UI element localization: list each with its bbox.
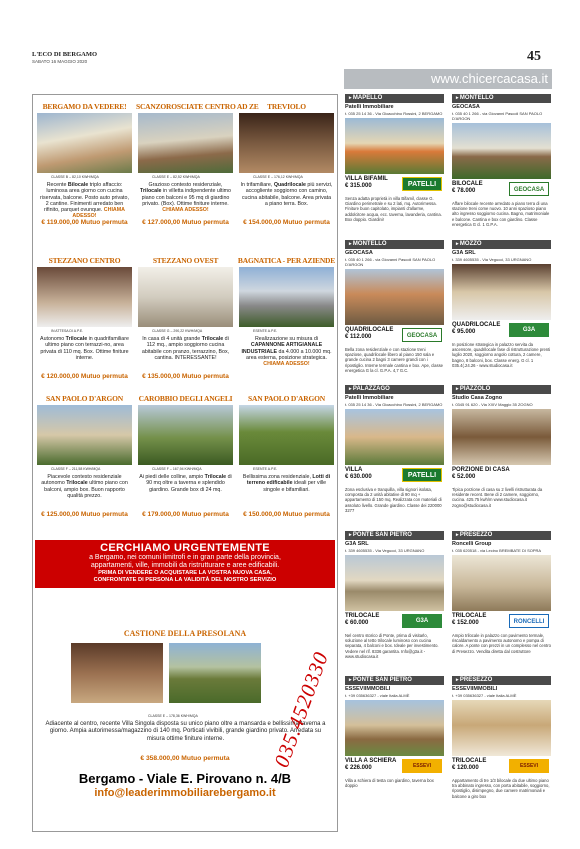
agency-name: G3A SRL [345,541,369,547]
property-price: € 120.000,00 Mutuo permuta [41,373,128,380]
listing-card [345,531,444,660]
property-location: BAGNATICA - PER AZIENDE [237,256,336,265]
agency-name: Patelli Immobiliare [345,395,394,401]
listing-type: TRILOCALE [452,612,487,619]
listing-description: Nel centro storico di Ponte, prima di visitarlo, soluzione al tetto trilocale luminoso con cucina separata, 4 balconi e box. Ideale per investimento. Vedere nel rif. 8336 garantita. Info@g3a.it - www.studiocasa.it [345,632,439,660]
listing-location: ▸ MONTELLO [452,94,551,103]
listing-card [452,531,551,654]
property-photo [37,113,132,173]
listing-price: € 152.000 [452,619,479,626]
listing-card [452,385,551,508]
agency-logo: G3A [509,323,549,337]
property-description: Grazioso contesto residenziale, Trilocale in villetta indipendente ultimo piano con balconi e 95 mq di giardino privato. (Box). Ottime finiture interne. CHIAMA ADESSO! [140,182,231,214]
publication-name: L'ECO DI BERGAMO [32,51,98,58]
site-url: www.chicercacasa.it [430,71,548,86]
listing-card [452,94,551,228]
agency-logo: PATELLI [402,177,442,191]
agency-contact: t. 339 4605535 - Via Vegucci, 33 URGNANO [345,547,425,553]
agency-contact: t. +39 035636327 - viale Italia ALMÈ [345,692,410,698]
property-card [136,255,235,381]
energy-class: IN ATTESA DI A.P.E. [51,329,84,333]
urgent-cta: PRIMA DI VENDERE O ACQUISTARE LA VOSTRA NUOVA CASA, [98,570,272,576]
listing-type: QUADRILOCALE [345,326,394,333]
agency-phone: 035.4520330 [269,648,334,771]
property-description: In casa di 4 unità grande Trilocale di 112 mq., ampio soggiorno cucina abitabile con pranzo, terrazzino, Box, cantina. INTERESSANTE! [141,336,230,361]
property-photo [239,405,334,465]
property-location: STEZZANO CENTRO [48,256,121,265]
agency-contact: t. 035 40 1 266 - via Giovanni Pascoli SAN PAOLO D'ARGON [345,256,436,267]
property-location: SAN PAOLO D'ARGON [248,394,325,403]
urgent-line: appartamenti, ville, immobili da ristrutturare e aree edificabili. [90,562,280,569]
listing-location: ▸ PONTE SAN PIETRO [345,531,444,540]
listing-photo [345,409,444,465]
listing-location: ▸ MOZZO [452,240,551,249]
listing-photo [452,409,551,465]
listing-photo [345,555,444,611]
agency-name: GEOCASA [452,104,480,110]
agency-name: ESSEVIIMMOBILI [452,686,498,692]
agency-name: ESSEVIIMMOBILI [345,686,391,692]
agency-logo: PATELLI [402,468,442,482]
property-description: Autonomo Trilocale in quadrifamiliare ultimo piano con terrazzi-no, area privata di 110 mq. Box. Ottime finiture interne. [40,336,129,361]
listing-photo [452,555,551,611]
property-price: € 119.000,00 Mutuo permuta [41,219,128,226]
property-location: CAROBBIO DEGLI ANGELI [138,394,233,403]
urgent-search-banner [35,540,335,588]
agency-email: info@leaderimmobiliarebergamo.it [94,787,276,799]
property-description: Ai piedi delle colline, ampio Trilocale di 90 mq oltre a taverna e splendido giardino. Grande box di 24 mq. [139,474,232,493]
publication-date: SABATO 16 MAGGIO 2020 [32,59,88,64]
agency-advertisement [32,94,338,832]
agency-name: Patelli Immobiliare [345,104,394,110]
property-price: € 150.000,00 Mutuo permuta [243,511,330,518]
listing-price: € 120.000 [452,764,479,771]
property-price: € 135.000,00 Mutuo permuta [142,373,229,380]
listing-type: VILLA BIFAMIL [345,175,388,182]
listing-photo [452,264,551,320]
property-card [35,101,134,227]
listing-location: ▸ PONTE SAN PIETRO [345,676,444,685]
listing-price: € 52.000 [452,473,476,480]
energy-class: ESENTE A.P.E. [253,467,278,471]
listing-description: Senza adatta proprietà in villa Bifamil, classe G. Giardino perimetrale e su 2 lati, mq. Autorimessa. Finiture buon capitolato, impianti d'allarme, addolcitore acqua, ecc. taverna, lavanderia, cantina. Box doppio. Giardini! [345,195,442,223]
agency-name: GEOCASA [345,250,373,256]
listing-type: BILOCALE [452,180,483,187]
property-price: € 179.000,00 Mutuo permuta [142,511,229,518]
listing-price: € 630.000 [345,473,372,480]
listing-description: Villa a schiera di testa con giardino, taverna box doppio [345,777,434,788]
featured-property-description: Adiacente al centro, recente Villa Singola disposta su unico piano oltre a mansarda e bellissima taverna a giorno. Ampia autorimessa/magazzino di 140 mq. Porticati vivibili, grande giardino privato. Arredata su misura ottime finiture interne. [45,721,326,742]
agency-contact: t. +39 035636327 - viale Italia ALMÈ [452,692,517,698]
property-location: TREVIOLO [267,102,306,111]
listing-photo [452,700,551,756]
property-photo [138,267,233,327]
listing-price: € 95.000 [452,328,476,335]
property-price: € 125.000,00 Mutuo permuta [41,511,128,518]
agency-logo: ESSEVI [509,759,549,773]
agency-logo: GEOCASA [509,182,549,196]
agency-contact: t. 035 40 1 266 - via Giovanni Pascoli SAN PAOLO D'ARGON [452,110,543,121]
featured-property-photos [71,643,261,703]
energy-class: CLASSE E – 176,12 KWH/MQA [253,175,303,179]
property-location: BERGAMO DA VEDERE! [42,102,127,111]
listing-card [452,240,551,369]
property-description: Recente Bilocale triplo affaccio: luminosa area giorno con cucina riservata, balcone. Posto auto privato, 2 cantine. Finimenti arredato ben rifinito, parquet ovunque. CHIAMA ADESSO! [40,182,129,220]
property-card [237,255,336,372]
property-photo [37,405,132,465]
property-description: In trifamiliare, Quadrilocale più servizi, accogliente soggiorno con camino, cucina abitabile, balcone. Area privata a piano terra. Box. [240,182,333,207]
property-location: SCANZOROSCIATE CENTRO AD ZE [136,102,259,111]
agency-contact: t. 035 25 14 36 - Via Gioacchino Rossini, 2 BERGAMO [345,401,443,407]
listing-location: ▸ MAPELLO [345,94,444,103]
listing-description: Ampio trilocale in palazzo con pavimento termale, riscaldamento a pavimento autonomo e pompa di calore. A ponte con prezzi in un complesso nel centro di Presezzo. Vendita diretta dal costruttore [452,632,551,654]
energy-class: CLASSE E – 178,36 KWH/MQA [148,714,198,718]
listing-location: ▸ PRESEZZO [452,676,551,685]
property-price: € 127.000,00 Mutuo permuta [142,219,229,226]
property-photo [239,113,334,173]
listing-type: TRILOCALE [452,757,487,764]
listing-price: € 60.000 [345,619,369,626]
agency-name: Studio Casa Zogno [452,395,503,401]
urgent-cta: CONFRONTATE DI PERSONA LA VALIDITÀ DEL NOSTRO SERVIZIO [93,577,277,583]
energy-class: CLASSE E – 82,52 KWH/MQA [152,175,200,179]
listing-type: PORZIONE DI CASA [452,466,510,473]
energy-class: CLASSE B – 82,10 KWH/MQA [51,175,99,179]
listing-type: VILLA [345,466,363,473]
agency-logo: RONCELLI [509,614,549,628]
listing-location: ▸ PIAZZOLO [452,385,551,394]
energy-class: CLASSE G – 290,22 KWH/MQA [152,329,203,333]
listing-description: Appartamento di tre 1/3 bilocale da due ultimo piano tra abbinato ingresso, con porta abitabile, soggiorno, ripostiglio, disimpegno, due camere matrimoniali e balcone a giro box [452,777,550,799]
property-photo [71,643,163,703]
listing-card [345,94,444,223]
energy-class: ESENTE A.P.E. [253,329,278,333]
property-photo [138,113,233,173]
listing-photo [345,700,444,756]
listing-photo [452,123,551,179]
listing-photo [345,269,444,325]
agency-contact: t. 339 4605535 - Via Vegucci, 33 URGNANO [452,256,532,262]
agency-contact: t. 035 25 14 36 - Via Gioacchino Rossini, 2 BERGAMO [345,110,443,116]
listing-type: QUADRILOCALE [452,321,501,328]
agency-address: Bergamo - Viale E. Pirovano n. 4/B [78,771,292,786]
agency-logo: G3A [402,614,442,628]
listing-location: ▸ MONTELLO [345,240,444,249]
listing-card [345,240,444,374]
agency-name: Roncelli Group [452,541,492,547]
property-photo [37,267,132,327]
property-card [237,393,336,519]
listing-price: € 315.000 [345,182,372,189]
listing-photo [345,118,444,174]
agency-logo: ESSEVI [402,759,442,773]
property-photo [138,405,233,465]
listing-price: € 112.000 [345,333,372,340]
property-location: SAN PAOLO D'ARGON [46,394,123,403]
agency-logo: GEOCASA [402,328,442,342]
site-banner [344,69,552,89]
listing-location: ▸ PRESEZZO [452,531,551,540]
listing-description: Tipica porzione di casa su 2 livelli ristrutturata da residente recent. Bene di 2 camere, soggiorno, cucina. 425.75 kwh/m www.studiocasa.it zogno@studiocasa.it [452,486,543,508]
property-card [35,393,134,519]
urgent-title: CERCHIAMO URGENTEMENTE [100,542,270,554]
listing-price: € 78.000 [452,187,476,194]
urgent-line: a Bergamo, nei comuni limitrofi e in gran parte della provincia, [89,554,281,561]
property-card [136,393,235,519]
listing-card [452,676,551,799]
featured-property-price: € 358.000,00 Mutuo permuta [140,755,230,762]
featured-property-title: CASTIONE DELLA PRESOLANA [123,629,247,638]
property-description: Realizzazione su misura di CAPANNONE ARTIGIANALE INDUSTRIALE da 4.000 a 10.000 mq. area esterna, posizione strategica. CHIAMA ADESSO! [241,336,332,368]
listing-card [345,385,444,514]
agency-name: G3A SRL [452,250,476,256]
listing-type: VILLA A SCHIERA [345,757,397,764]
property-description: Piacevole contesto residenziale autonomo Trilocale ultimo piano con balconi, ampio box. Buon rapporto qualità prezzo. [41,474,128,499]
property-location: STEZZANO OVEST [152,256,219,265]
listing-location: ▸ PALAZZAGO [345,385,444,394]
property-card [237,101,336,227]
listing-description: Affare bilocale recente arredato a piano terra di una stazione treni come nuovo. 10 anni spazioso piano alto ingresso soggiorno cucina. Bagno, matrimoniale e balcone. Cantina e box con giardino. Classe energetica G cl. 1 G.P.A. [452,200,550,228]
agency-contact: t. 0345 91 620 - Via XXIV Maggio 35 ZOGNO [452,401,533,407]
listing-card [345,676,444,788]
property-price: € 154.000,00 Mutuo permuta [243,219,330,226]
agency-contact: t. 035 620518 - via Lecino BREMBATE DI SOPRA [452,547,542,553]
property-photo [239,267,334,327]
listing-type: TRILOCALE [345,612,380,619]
energy-class: CLASSE F – 167,94 KWH/MQA [152,467,202,471]
listing-description: Zona esclusiva e tranquilla, villa signori isolata, composta da 2 unità abitative di 90 mq + appartamento di 150 mq. Realizzata con materiali di assoluto livello. Grande giardino. Classe dei 220000 3277 [345,486,442,514]
page-number: 45 [527,49,541,64]
listing-description: Bella zona residenziale e con stazione treni spaziose, quadrilocale libero al piano 150 sala e grande cucina 2 bagni 3 camere grandi con i ripostiglio. Interne termale cantina e box. Ape, classe energetica G la cl. G.P.A. 4,7 G.C. [345,346,443,374]
energy-class: CLASSE F – 211,58 KWH/MQA [51,467,101,471]
listing-price: € 226.000 [345,764,372,771]
property-description: Bellissima zona residenziale, Lotti di terreno edificabile ideali per ville singole e bifamiliari. [242,474,331,493]
property-card [35,255,134,381]
listing-description: In posizione strategica in palazzo servita da ascensore, quadrilocale fase di ristrutturazione prenti luglio 2020, soggiorno angolo cottura, 2 camere, bagno, 8 balconi, box. Classe energ. G cl. 1 035.4(.24.26 - www.studiocasa.it [452,341,551,369]
property-photo [169,643,261,703]
property-card [136,101,259,227]
